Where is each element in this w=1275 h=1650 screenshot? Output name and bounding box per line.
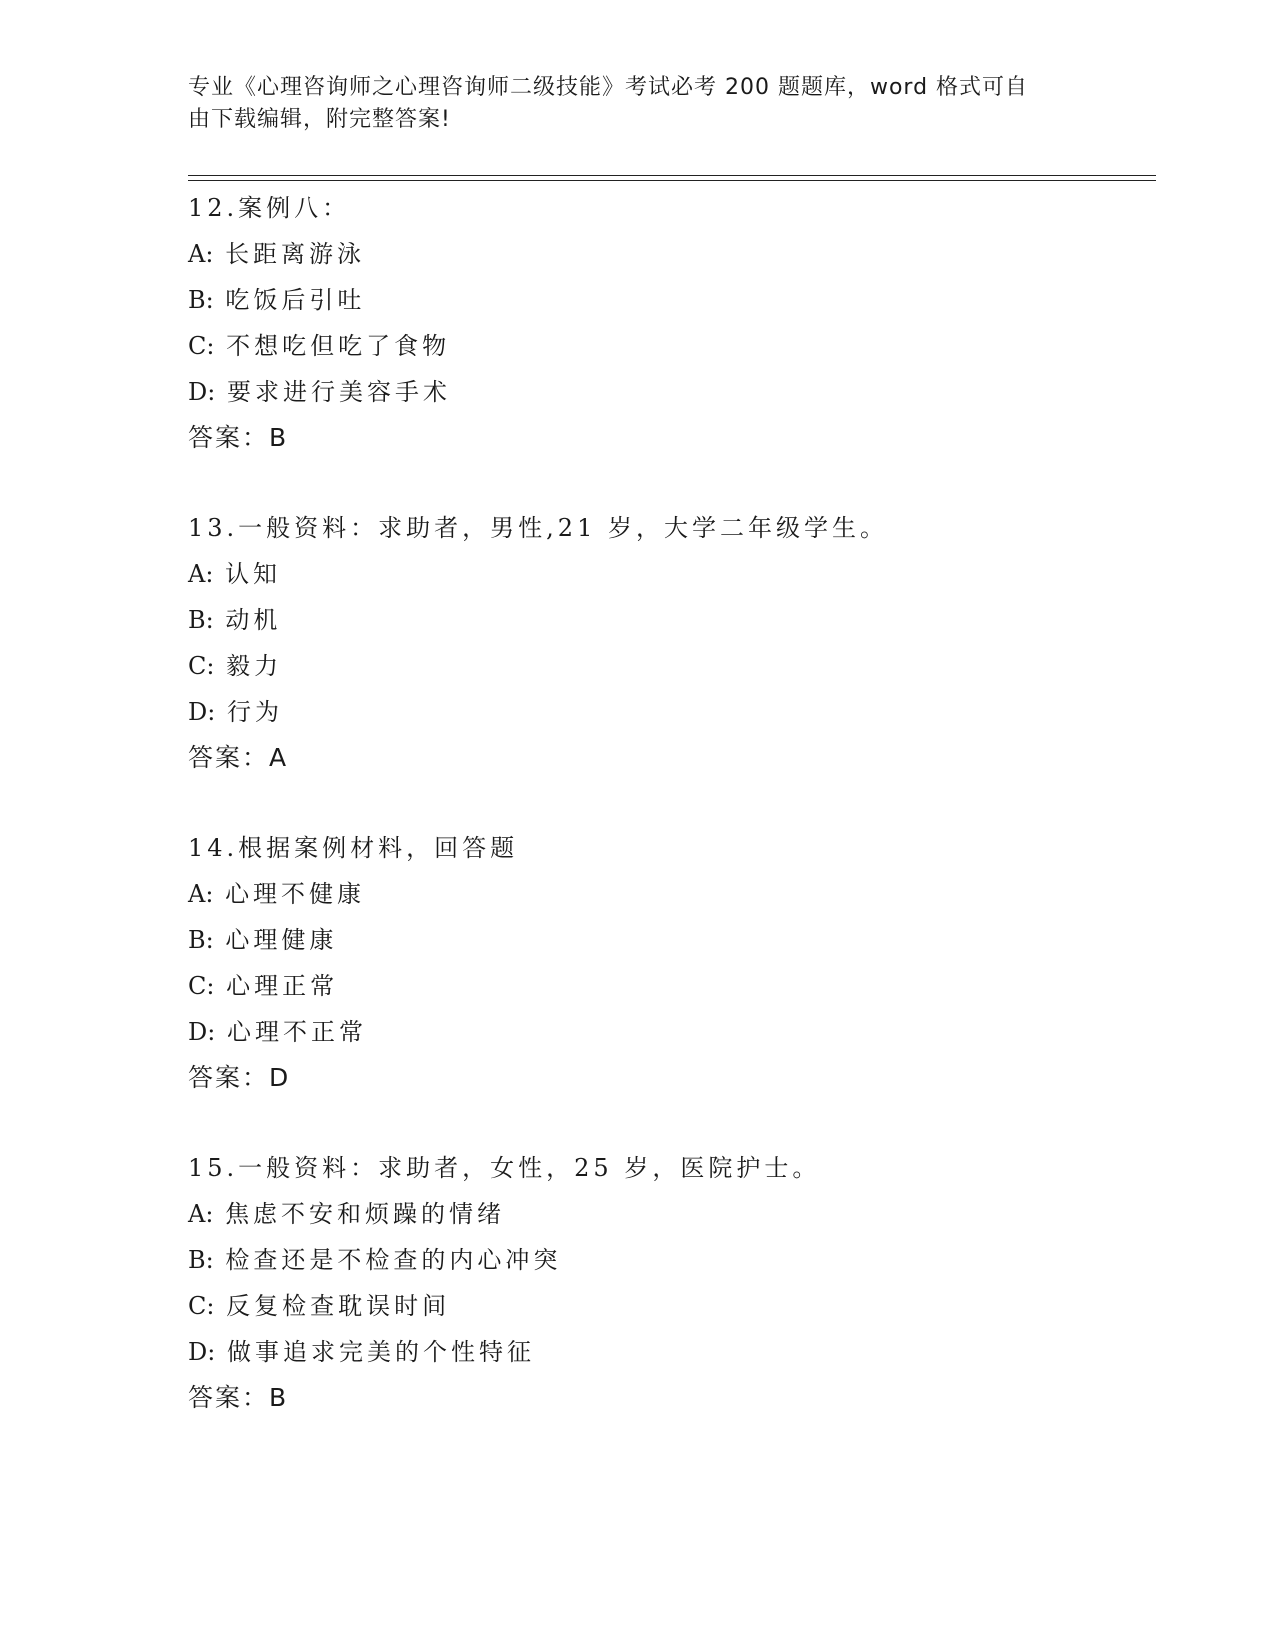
option-label: D: bbox=[188, 1018, 216, 1046]
answer-line: 答案：B bbox=[188, 1383, 289, 1412]
question-block bbox=[188, 505, 1148, 781]
option-label: B: bbox=[188, 286, 214, 314]
option-label: A: bbox=[188, 880, 214, 908]
question-stem: 13.一般资料：求助者，男性,21 岁，大学二年级学生。 bbox=[188, 514, 888, 542]
option-text: 行为 bbox=[226, 698, 283, 726]
question-block bbox=[188, 1145, 1148, 1421]
document-header bbox=[188, 72, 1068, 136]
option-d bbox=[188, 1009, 1148, 1055]
option-label: D: bbox=[188, 1338, 216, 1366]
header-line-2: 由下载编辑，附完整答案! bbox=[188, 107, 451, 132]
option-text: 长距离游泳 bbox=[225, 240, 366, 268]
option-c bbox=[188, 323, 1148, 369]
option-label: B: bbox=[188, 606, 214, 634]
option-text: 要求进行美容手术 bbox=[226, 378, 451, 406]
option-text: 动机 bbox=[225, 606, 282, 634]
option-label: A: bbox=[188, 240, 214, 268]
option-c bbox=[188, 643, 1148, 689]
option-label: A: bbox=[188, 1200, 214, 1228]
option-a bbox=[188, 231, 1148, 277]
option-a bbox=[188, 871, 1148, 917]
option-text: 不想吃但吃了食物 bbox=[226, 332, 451, 360]
option-label: D: bbox=[188, 378, 216, 406]
option-label: A: bbox=[188, 560, 214, 588]
option-a bbox=[188, 551, 1148, 597]
option-d bbox=[188, 689, 1148, 735]
answer-line: 答案：D bbox=[188, 1063, 291, 1092]
option-text: 反复检查耽误时间 bbox=[226, 1292, 451, 1320]
option-a bbox=[188, 1191, 1148, 1237]
option-text: 心理不健康 bbox=[225, 880, 366, 908]
option-d bbox=[188, 1329, 1148, 1375]
option-label: B: bbox=[188, 1246, 214, 1274]
option-c bbox=[188, 1283, 1148, 1329]
option-label: D: bbox=[188, 698, 216, 726]
option-text: 焦虑不安和烦躁的情绪 bbox=[225, 1200, 506, 1228]
option-text: 心理正常 bbox=[226, 972, 339, 1000]
answer-line: 答案：B bbox=[188, 423, 289, 452]
header-line-1: 专业《心理咨询师之心理咨询师二级技能》考试必考 200 题题库，word 格式可自 bbox=[188, 75, 1029, 100]
option-b bbox=[188, 917, 1148, 963]
question-stem: 15.一般资料：求助者，女性，25 岁，医院护士。 bbox=[188, 1154, 821, 1182]
option-d bbox=[188, 369, 1148, 415]
option-b bbox=[188, 597, 1148, 643]
header-divider-bottom bbox=[188, 180, 1156, 181]
option-text: 毅力 bbox=[226, 652, 283, 680]
option-text: 检查还是不检查的内心冲突 bbox=[225, 1246, 562, 1274]
option-b bbox=[188, 277, 1148, 323]
header-divider-top bbox=[188, 175, 1156, 176]
question-stem: 14.根据案例材料，回答题 bbox=[188, 834, 519, 862]
answer-line: 答案：A bbox=[188, 743, 289, 772]
option-label: C: bbox=[188, 1292, 215, 1320]
option-label: C: bbox=[188, 332, 215, 360]
question-stem: 12.案例八： bbox=[188, 194, 351, 222]
option-text: 心理不正常 bbox=[226, 1018, 367, 1046]
option-text: 认知 bbox=[225, 560, 282, 588]
question-block bbox=[188, 825, 1148, 1101]
option-label: B: bbox=[188, 926, 214, 954]
option-label: C: bbox=[188, 652, 215, 680]
option-text: 做事追求完美的个性特征 bbox=[226, 1338, 535, 1366]
question-block bbox=[188, 185, 1148, 461]
option-b bbox=[188, 1237, 1148, 1283]
option-text: 心理健康 bbox=[225, 926, 338, 954]
option-label: C: bbox=[188, 972, 215, 1000]
option-c bbox=[188, 963, 1148, 1009]
option-text: 吃饭后引吐 bbox=[225, 286, 366, 314]
